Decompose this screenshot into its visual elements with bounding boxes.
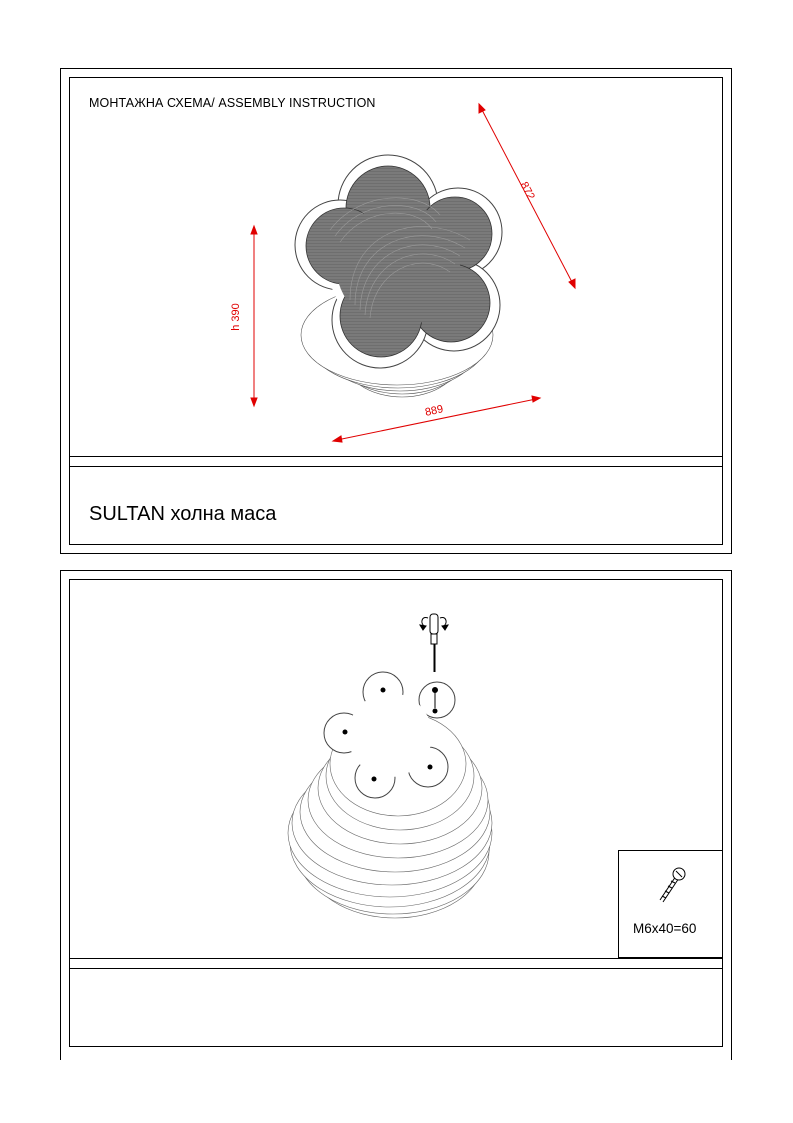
height-dimension-label: h 390 [229,303,242,331]
width-dimension-label: 889 [423,403,445,419]
product-title: SULTAN холна маса [89,503,277,525]
part-label: M6x40=60 [633,921,697,936]
assembly-header: МОНТАЖНА СХЕМА/ ASSEMBLY INSTRUCTION [89,96,376,110]
depth-dimension-label: 872 [517,180,537,202]
